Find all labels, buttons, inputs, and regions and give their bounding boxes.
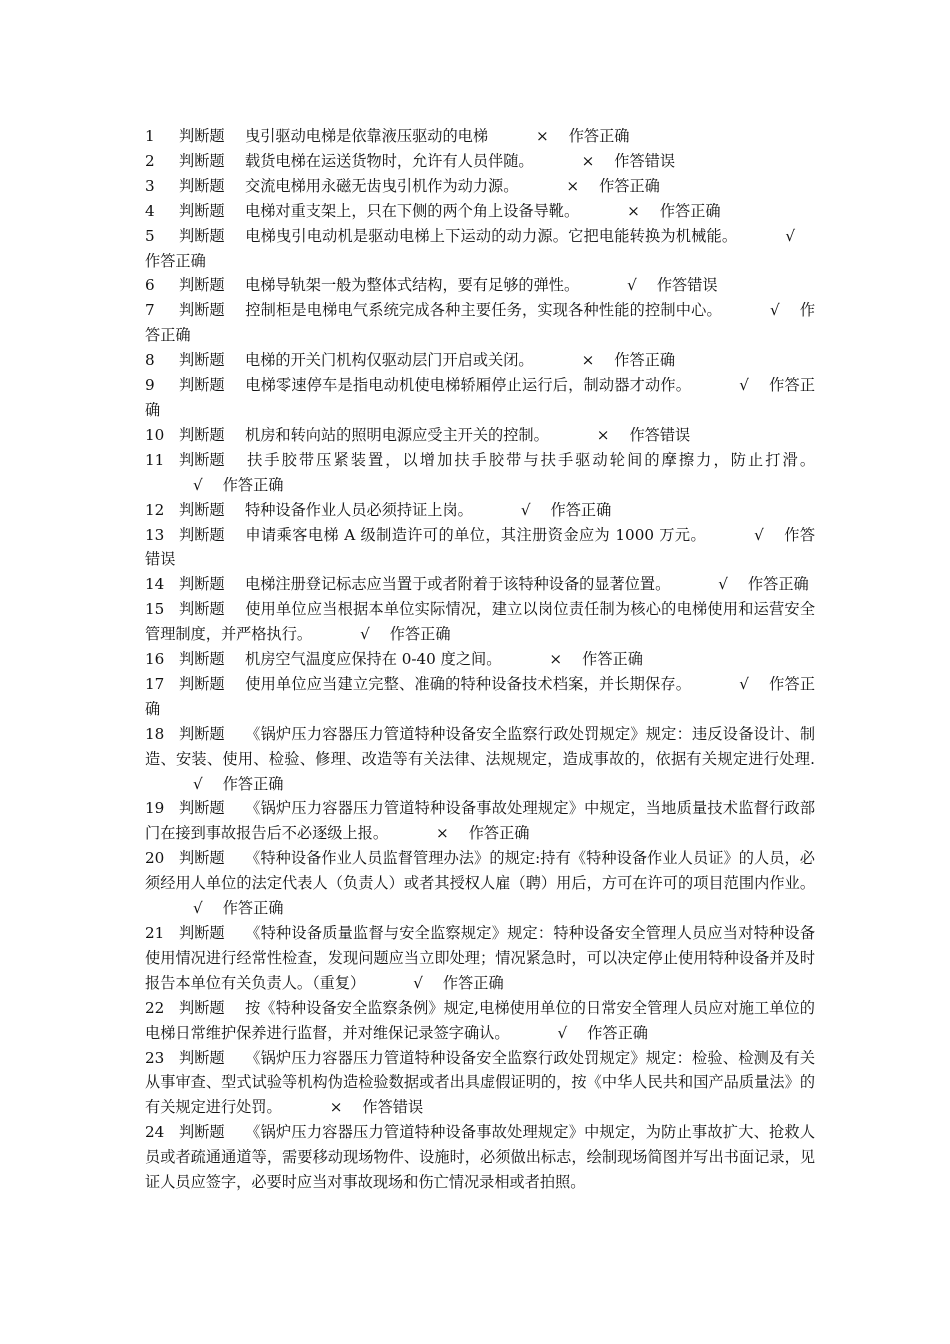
question-text: 《锅炉压力容器压力管道特种设备安全监察行政处罚规定》规定：违反设备设计、制造、安装、使用、检验、修理、改造等有关法律、法规规定，造成事故的，依据有关规定进行处理. [145, 724, 815, 768]
question-text: 机房空气温度应保持在 0-40 度之间。 [245, 650, 502, 669]
question-text: 电梯导轨架一般为整体式结构，要有足够的弹性。 [245, 276, 580, 295]
question-number: 16 [145, 650, 165, 669]
question-type: 判断题 [179, 276, 225, 295]
question-item [145, 348, 815, 373]
question-number: 8 [145, 351, 155, 370]
answer-mark: √ [769, 301, 780, 320]
answer-mark: √ [785, 226, 795, 245]
question-type: 判断题 [179, 650, 225, 669]
answer-result: 作答正确 [442, 973, 504, 992]
question-type: 判断题 [179, 201, 225, 220]
answer-result: 作答正确 [550, 500, 612, 519]
answer-mark: × [436, 824, 449, 843]
question-text: 交流电梯用永磁无齿曳引机作为动力源。 [245, 176, 519, 195]
question-number: 20 [145, 849, 165, 868]
answer-mark: × [329, 1098, 343, 1117]
question-number: 19 [145, 799, 165, 818]
question-item [145, 846, 815, 921]
answer-result: 作答正确 [587, 1023, 648, 1042]
answer-result: 作答正确 [222, 475, 284, 494]
answer-result: 作答正确 [747, 575, 809, 594]
answer-result: 作答正确 [582, 650, 643, 669]
answer-result: 作答错误 [614, 151, 676, 170]
question-type: 判断题 [179, 301, 225, 320]
question-item [145, 996, 815, 1046]
answer-mark: × [596, 425, 610, 444]
question-type: 判断题 [179, 450, 225, 469]
answer-result: 作答错误 [656, 276, 718, 295]
question-number: 11 [145, 450, 165, 469]
question-number: 6 [145, 276, 155, 295]
answer-mark: × [536, 127, 549, 145]
question-type: 判断题 [179, 500, 225, 519]
answer-mark: √ [360, 625, 370, 644]
question-item [145, 149, 815, 174]
answer-result: 作答正确 [568, 127, 630, 145]
question-type: 判断题 [179, 176, 225, 195]
question-text: 申请乘客电梯 A 级制造许可的单位，其注册资金应为 1000 万元。 [245, 525, 707, 544]
question-item [145, 1120, 815, 1195]
question-item [145, 1046, 815, 1121]
answer-result: 作答正确 [659, 201, 721, 220]
answer-result: 作答正确 [599, 176, 660, 195]
question-text: 特种设备作业人员必须持证上岗。 [245, 500, 473, 519]
answer-result: 作答错误 [629, 425, 691, 444]
question-type: 判断题 [179, 799, 225, 818]
question-number: 4 [145, 201, 155, 220]
question-type: 判断题 [179, 1123, 225, 1142]
question-type: 判断题 [179, 674, 225, 693]
answer-mark: √ [739, 376, 749, 395]
question-text: 电梯的开关门机构仅驱动层门开启或关闭。 [245, 351, 534, 370]
question-type: 判断题 [179, 998, 225, 1017]
answer-mark: × [566, 176, 580, 195]
question-item [145, 224, 815, 274]
answer-mark: √ [520, 500, 531, 519]
question-type: 判断题 [179, 226, 225, 245]
question-item [145, 672, 815, 722]
answer-result: 作答正确 [145, 251, 206, 270]
question-text: 电梯注册登记标志应当置于或者附着于该特种设备的显著位置。 [245, 575, 671, 594]
question-text: 电梯零速停车是指电动机使电梯轿厢停止运行后，制动器才动作。 [245, 376, 692, 395]
answer-mark: √ [754, 525, 764, 544]
question-number: 3 [145, 176, 155, 195]
question-number: 23 [145, 1048, 165, 1067]
question-item [145, 448, 815, 498]
question-item [145, 423, 815, 448]
question-text: 使用单位应当根据本单位实际情况，建立以岗位责任制为核心的电梯使用和运营安全管理制度，并严格执行。 [145, 600, 815, 644]
question-item [145, 124, 815, 149]
answer-result: 作答正确 [222, 774, 284, 793]
question-type: 判断题 [179, 351, 225, 370]
question-number: 9 [145, 376, 155, 395]
question-type: 判断题 [179, 525, 225, 544]
question-text: 《锅炉压力容器压力管道特种设备事故处理规定》中规定，为防止事故扩大、抢救人员或者疏通通道等，需要移动现场物件、设施时，必须做出标志，绘制现场简图并写出书面记录，见证人员应签字，必要时应当对事故现场和伤亡情况录相或者拍照。 [145, 1123, 815, 1192]
question-number: 1 [145, 127, 155, 145]
question-number: 18 [145, 724, 165, 743]
question-type: 判断题 [179, 575, 225, 594]
answer-mark: × [581, 351, 595, 370]
question-type: 判断题 [179, 600, 225, 619]
question-item [145, 498, 815, 523]
question-item [145, 298, 815, 348]
question-item [145, 373, 815, 423]
answer-result: 作答正确 [614, 351, 676, 370]
question-number: 5 [145, 226, 155, 245]
question-number: 14 [145, 575, 165, 594]
question-type: 判断题 [179, 1048, 225, 1067]
question-text: 《锅炉压力容器压力管道特种设备安全监察行政处罚规定》规定：检验、检测及有关从事审查、型式试验等机构伪造检验数据或者出具虚假证明的，按《中华人民共和国产品质量法》的有关规定进行处罚。 [145, 1048, 815, 1117]
answer-result: 作答正确 [145, 674, 816, 718]
answer-mark: √ [627, 276, 637, 295]
question-item [145, 572, 815, 597]
question-text: 电梯对重支架上，只在下侧的两个角上设备导靴。 [245, 201, 580, 220]
question-item [145, 597, 815, 647]
question-text: 《特种设备作业人员监督管理办法》的规定:持有《特种设备作业人员证》的人员，必须经用人单位的法定代表人（负责人）或者其授权人雇（聘）用后，方可在许可的项目范围内作业。 [145, 849, 815, 893]
question-number: 10 [145, 425, 165, 444]
question-number: 12 [145, 500, 165, 519]
question-type: 判断题 [179, 425, 225, 444]
answer-mark: × [627, 201, 640, 220]
question-text: 《特种设备质量监督与安全监察规定》规定：特种设备安全管理人员应当对特种设备使用情况进行经常性检查，发现问题应当立即处理；情况紧急时，可以决定停止使用特种设备并及时报告本单位有关负责人。（重复） [145, 924, 815, 992]
question-text: 机房和转向站的照明电源应受主开关的控制。 [245, 425, 549, 444]
answer-mark: √ [193, 475, 203, 494]
answer-result: 作答正确 [145, 301, 816, 345]
answer-result: 作答正确 [468, 824, 530, 843]
question-number: 2 [145, 151, 155, 170]
question-item [145, 722, 815, 797]
question-type: 判断题 [179, 924, 225, 942]
question-type: 判断题 [179, 849, 225, 868]
question-type: 判断题 [179, 376, 225, 395]
question-list [145, 124, 815, 1195]
question-number: 15 [145, 600, 165, 619]
answer-mark: √ [193, 774, 203, 793]
answer-mark: × [581, 151, 595, 170]
question-text: 《锅炉压力容器压力管道特种设备事故处理规定》中规定，当地质量技术监督行政部门在接到事故报告后不必逐级上报。 [145, 799, 815, 843]
question-item [145, 647, 815, 672]
answer-result: 作答错误 [362, 1098, 424, 1117]
question-text: 按《特种设备安全监察条例》规定,电梯使用单位的日常安全管理人员应对施工单位的电梯日常维护保养进行监督，并对维保记录签字确认。 [145, 998, 815, 1042]
question-text: 控制柜是电梯电气系统完成各种主要任务，实现各种性能的控制中心。 [245, 301, 722, 320]
question-number: 22 [145, 998, 165, 1017]
answer-result: 作答正确 [222, 899, 284, 918]
question-item [145, 523, 815, 573]
question-number: 24 [145, 1123, 165, 1142]
answer-result: 作答错误 [145, 525, 816, 569]
question-text: 扶手胶带压紧装置，以增加扶手胶带与扶手驱动轮间的摩擦力，防止打滑。 [245, 450, 815, 469]
question-number: 21 [145, 924, 165, 942]
answer-result: 作答正确 [389, 625, 451, 644]
question-text: 电梯曳引电动机是驱动电梯上下运动的动力源。它把电能转换为机械能。 [245, 226, 738, 245]
answer-mark: × [549, 650, 563, 669]
question-number: 7 [145, 301, 155, 320]
question-item [145, 273, 815, 298]
answer-mark: √ [413, 973, 423, 992]
question-number: 13 [145, 525, 165, 544]
question-type: 判断题 [179, 724, 225, 743]
question-text: 曳引驱动电梯是依靠液压驱动的电梯 [245, 127, 488, 145]
question-item [145, 921, 815, 996]
question-type: 判断题 [179, 151, 225, 170]
question-type: 判断题 [179, 127, 225, 145]
question-item [145, 199, 815, 224]
question-number: 17 [145, 674, 165, 693]
answer-mark: √ [739, 674, 749, 693]
question-item [145, 174, 815, 199]
answer-result: 作答正确 [145, 376, 816, 419]
answer-mark: √ [718, 575, 728, 594]
question-text: 使用单位应当建立完整、准确的特种设备技术档案，并长期保存。 [245, 674, 692, 693]
question-text: 载货电梯在运送货物时，允许有人员伴随。 [245, 151, 534, 170]
answer-mark: √ [557, 1023, 568, 1042]
question-item [145, 796, 815, 846]
answer-mark: √ [193, 899, 203, 918]
